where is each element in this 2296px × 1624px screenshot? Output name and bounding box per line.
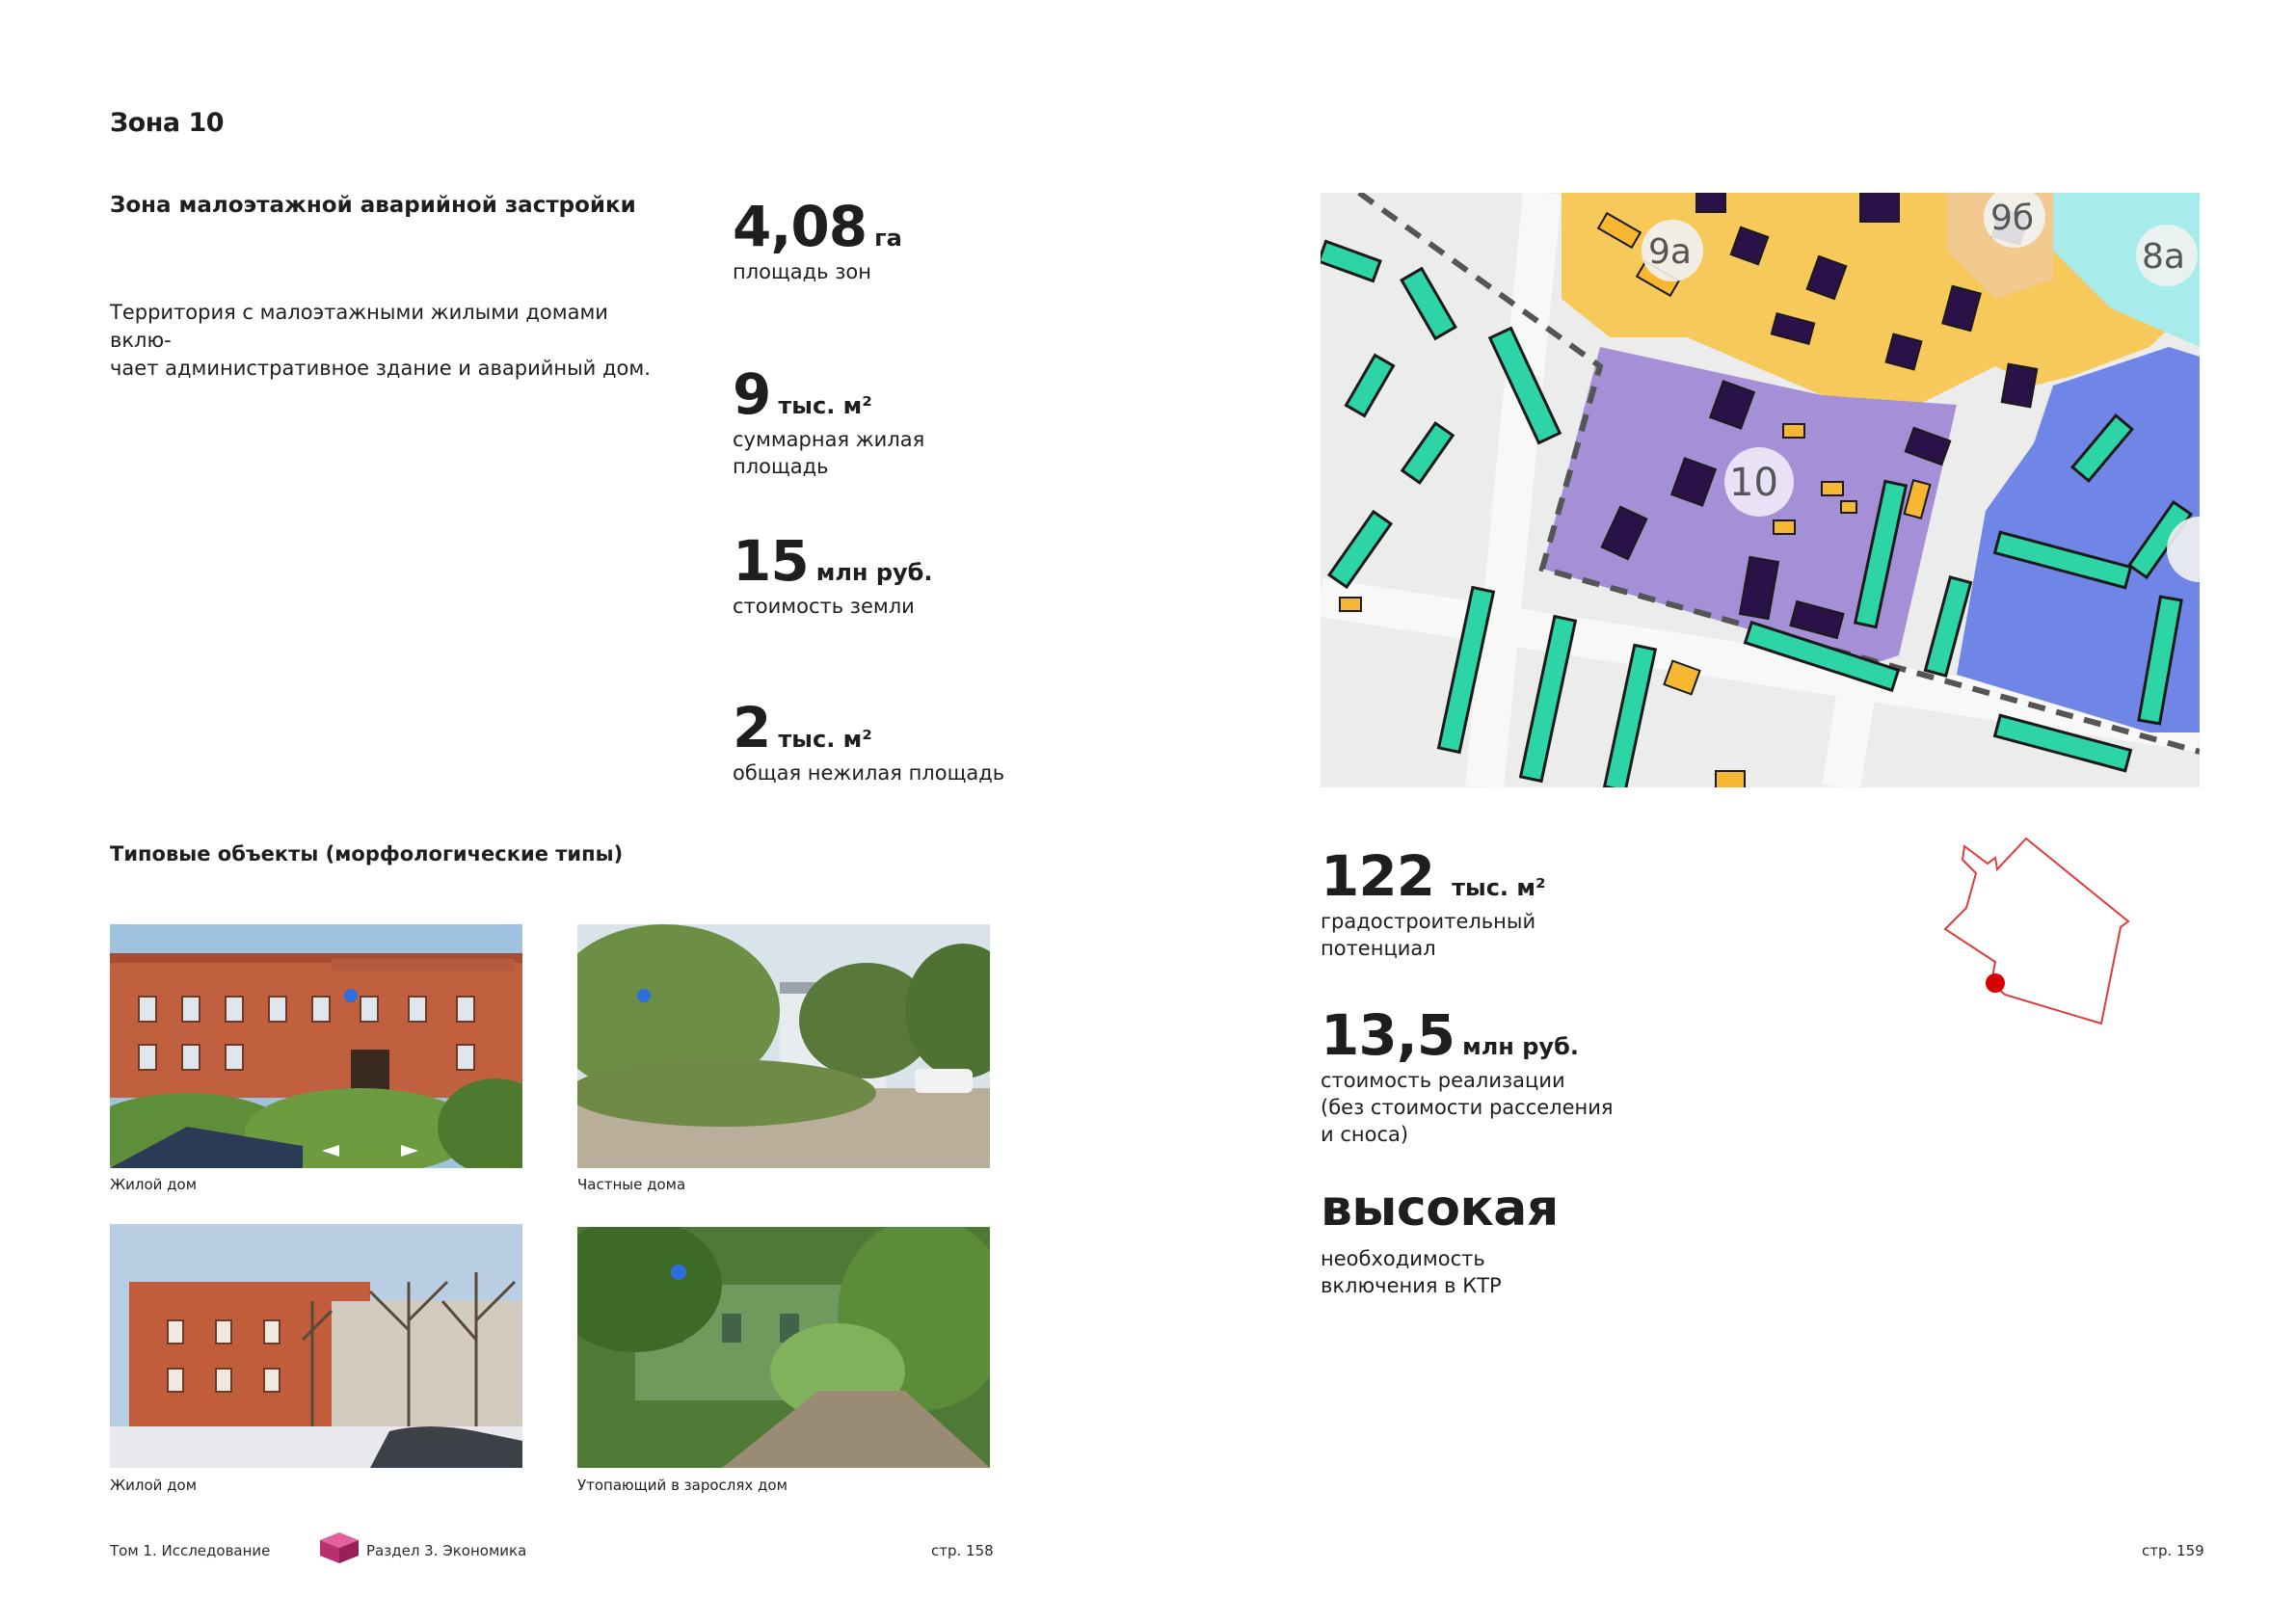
stat-label: стоимость земли bbox=[733, 595, 915, 618]
stat-land-cost bbox=[733, 528, 933, 620]
zone-subtitle: Зона малоэтажной аварийной застройки bbox=[110, 193, 636, 218]
stat-value: 13,5 bbox=[1321, 1002, 1455, 1068]
photo-caption: Частные дома bbox=[577, 1176, 686, 1193]
stat-label: потенциал bbox=[1321, 937, 1436, 960]
section-cube-icon bbox=[318, 1531, 360, 1565]
zone-description-line: Территория с малоэтажными жилыми домами вклю- bbox=[110, 301, 608, 352]
stat-label: общая нежилая площадь bbox=[733, 761, 1005, 785]
stat-label: (без стоимости расселения bbox=[1321, 1096, 1614, 1119]
stat-urban-potential bbox=[1321, 843, 1546, 962]
footer-page-right: стр. 159 bbox=[2142, 1542, 2204, 1559]
stat-residential-area bbox=[733, 361, 925, 480]
stat-label: стоимость реализации bbox=[1321, 1069, 1565, 1092]
stat-unit: га bbox=[874, 225, 902, 252]
location-outline bbox=[1928, 829, 2149, 1031]
stat-label: площадь зон bbox=[733, 260, 871, 283]
footer-section: Раздел 3. Экономика bbox=[366, 1542, 527, 1559]
stat-unit: тыс. м² bbox=[1452, 874, 1546, 901]
photo-residential-winter bbox=[110, 1224, 522, 1468]
map-label: 10 bbox=[1729, 461, 1778, 505]
stat-unit: млн руб. bbox=[1462, 1033, 1579, 1060]
stat-unit: тыс. м² bbox=[778, 392, 872, 419]
map-label: 8а bbox=[2142, 237, 2185, 277]
location-marker bbox=[1986, 973, 2005, 993]
photo-house-in-thickets bbox=[577, 1227, 990, 1471]
footer-page-left: стр. 158 bbox=[931, 1542, 994, 1559]
zone-map bbox=[1321, 193, 2200, 787]
stat-unit: тыс. м² bbox=[778, 726, 872, 753]
stat-necessity bbox=[1321, 1180, 1559, 1299]
zone-description bbox=[110, 299, 669, 383]
stat-label: включения в КТР bbox=[1321, 1274, 1502, 1297]
stat-label: и сноса) bbox=[1321, 1123, 1409, 1146]
photo-caption: Утопающий в зарослях дом bbox=[577, 1477, 788, 1494]
photo-caption: Жилой дом bbox=[110, 1176, 198, 1193]
stat-nonresidential-area bbox=[733, 695, 1005, 786]
footer-volume: Том 1. Исследование bbox=[110, 1542, 271, 1559]
photo-caption: Жилой дом bbox=[110, 1477, 198, 1494]
stat-area bbox=[733, 194, 902, 285]
stat-label: площадь bbox=[733, 455, 829, 478]
necessity-level: высокая bbox=[1321, 1180, 1559, 1238]
stat-label: необходимость bbox=[1321, 1247, 1485, 1270]
photo-private-houses bbox=[577, 924, 990, 1168]
stat-value: 122 bbox=[1321, 843, 1435, 909]
stat-label: суммарная жилая bbox=[733, 428, 925, 451]
photo-residential-brick bbox=[110, 924, 522, 1168]
stat-value: 4,08 bbox=[733, 194, 868, 259]
stat-value: 15 bbox=[733, 528, 809, 594]
stat-value: 2 bbox=[733, 695, 771, 760]
stat-value: 9 bbox=[733, 361, 771, 427]
stat-implementation-cost bbox=[1321, 1002, 1614, 1148]
typical-objects-title: Типовые объекты (морфологические типы) bbox=[110, 842, 624, 865]
zone-title: Зона 10 bbox=[110, 108, 225, 138]
map-label: 9б bbox=[1990, 199, 2035, 238]
zone-description-line: чает административное здание и аварийный дом. bbox=[110, 357, 651, 380]
map-label: 9а bbox=[1648, 232, 1692, 272]
stat-unit: млн руб. bbox=[815, 559, 933, 586]
stat-label: градостроительный bbox=[1321, 910, 1536, 933]
